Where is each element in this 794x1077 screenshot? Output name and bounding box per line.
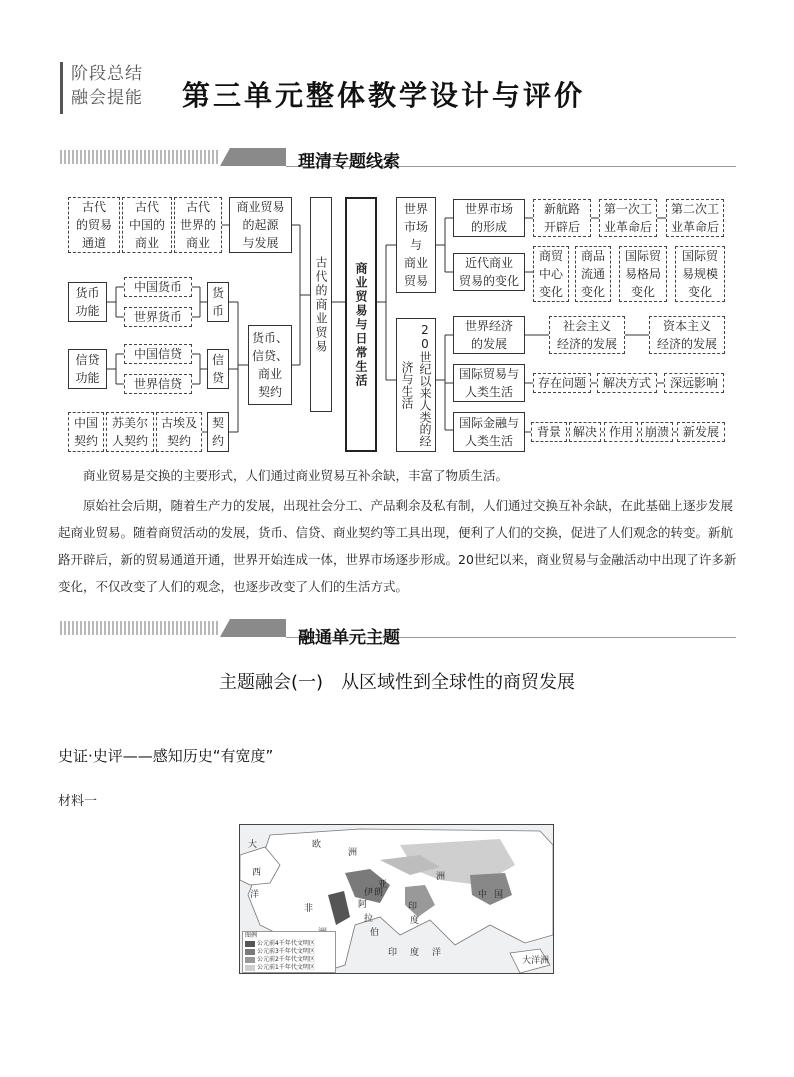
map-label-asia-2: 洲 [436,872,446,882]
box-solution: 解决方式 [597,373,657,393]
box-intl-finance: 国际金融与 人类生活 [453,412,525,452]
map-label-europe-1: 欧 [312,840,322,850]
legend-item-4th: 公元前4千年代文明区 [243,940,335,948]
map-label-iran-2: 朗 [374,888,384,898]
box-origin: 商业贸易 的起源 与发展 [229,197,292,253]
box-role: 作用 [604,422,638,442]
map-label-europe-2: 洲 [348,848,358,858]
box-core-topic: 商业贸易与日常生活 [345,197,377,452]
map-label-iran-1: 伊 [364,888,374,898]
box-currency-function: 货币 功能 [68,282,107,322]
map-label-indian-ocean-3: 洋 [432,948,442,958]
civilization-map [239,824,554,974]
section-title-1: 理清专题线索 [298,152,400,172]
map-label-arabia-3: 伯 [370,928,380,938]
unit-title: 第三单元整体教学设计与评价 [182,79,586,112]
section-band-2 [60,619,290,637]
box-background: 背景 [531,422,567,442]
box-currency: 货币 [207,282,229,322]
box-world-market-formation: 世界市场 的形成 [453,199,525,237]
map-label-asia-1: 亚 [378,880,388,890]
box-modern-change: 近代商业 贸易的变化 [453,253,525,291]
box-credit: 信贷 [207,349,229,389]
map-label-arabia-2: 拉 [364,914,374,924]
box-cn-contract: 中国 契约 [68,412,104,452]
box-new-development: 新发展 [677,422,725,442]
box-capitalist-economy: 资本主义 经济的发展 [649,316,725,354]
map-label-china-2: 国 [494,890,504,900]
map-label-india-1: 印 [408,902,418,912]
box-collapse: 崩溃 [641,422,673,442]
map-label-arabia-1: 阿 [358,900,368,910]
box-sumer-contract: 苏美尔 人契约 [106,412,154,452]
box-resolve: 解决 [569,422,601,442]
map-label-atlantic-2: 西 [252,868,262,878]
box-world-economy: 世界经济 的发展 [453,316,525,354]
map-label-oceania: 大洋洲 [522,956,550,966]
map-label-china-1: 中 [478,890,488,900]
badge-line1: 阶段总结 [71,64,143,84]
map-label-india-2: 度 [410,916,420,926]
box-ancient-world: 古代 世界的 商业 [174,197,222,253]
theme-title: 主题融会(一) 从区域性到全球性的商贸发展 [218,672,576,693]
box-intl-trade: 国际贸易与 人类生活 [453,364,525,402]
badge-line2: 融会提能 [71,88,143,108]
box-second-industrial-rev: 第二次工 业革命后 [666,199,724,237]
box-circulation: 商品 流通 变化 [575,246,611,302]
box-ancient-routes: 古代 的贸易 通道 [68,197,120,253]
box-cn-credit: 中国信贷 [124,344,192,364]
summary-paragraph-1: 商业贸易是交换的主要形式，人们通过商业贸易互补余缺，丰富了物质生活。 [83,468,509,483]
box-problems: 存在问题 [533,373,591,393]
box-world-currency: 世界货币 [124,307,192,327]
legend-item-2nd: 公元前2千年代文明区 [243,956,335,964]
box-trade-pattern: 国际贸 易格局 变化 [619,246,667,302]
box-ancient-china: 古代 中国的 商业 [122,197,172,253]
box-world-credit: 世界信贷 [124,374,192,394]
legend-item-1st: 公元前1千年代文明区 [243,964,335,972]
map-label-indian-ocean-2: 度 [410,948,420,958]
box-socialist-economy: 社会主义 经济的发展 [549,316,625,354]
box-contract: 契约 [207,412,229,452]
box-impact: 深远影响 [664,373,724,393]
box-egypt-contract: 古埃及 契约 [156,412,202,452]
box-world-market-trade: 世界 市场 与 商业 贸易 [396,197,436,293]
box-new-route: 新航路 开辟后 [533,199,591,237]
box-trade-center: 商贸 中心 变化 [533,246,569,302]
summary-paragraph-2: 原始社会后期，随着生产力的发展，出现社会分工、产品剩余及私有制，人们通过交换互补余缺，在此基础上逐步发展起商业贸易。随着商贸活动的发展，货币、信贷、商业契约等工具出现，便利了人们的交换，促进了人们观念的转变。新航路开辟后，新的贸易通道开通，世界开始连成一体，世界市场逐步形成。20世纪以来，商业贸易与金融活动中出现了许多新变化，不仅改变了人们的观念，也逐步改变了人们的生活方式。 [58,498,737,594]
material-label: 材料一 [58,794,98,809]
map-label-indian-ocean-1: 印 [388,948,398,958]
map-label-atlantic-1: 大 [248,840,258,850]
subheading: 史证·史评——感知历史“有宽度” [58,747,274,765]
map-label-atlantic-3: 洋 [250,890,260,900]
box-cn-currency: 中国货币 [124,277,192,297]
box-20th-century: 20世纪以来人类的经济与生活 [396,318,436,452]
box-credit-function: 信贷 功能 [68,349,107,389]
map-label-africa-1: 非 [304,904,314,914]
section-title-2: 融通单元主题 [298,628,400,648]
box-first-industrial-rev: 第一次工 业革命后 [599,199,657,237]
legend-item-3rd: 公元前3千年代文明区 [243,948,335,956]
map-legend [242,931,336,973]
box-ancient-trade: 古代的商业贸易 [310,197,332,412]
box-trade-scale: 国际贸 易规模 变化 [675,246,725,302]
box-contracts-group: 货币、 信贷、 商业 契约 [248,325,292,405]
legend-title: 图例 [245,932,258,939]
